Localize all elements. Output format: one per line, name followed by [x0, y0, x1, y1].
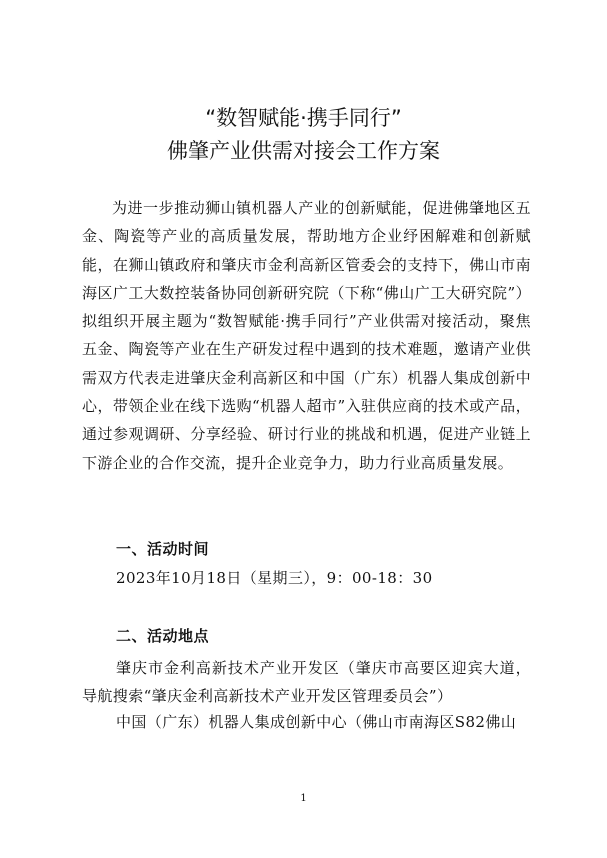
document-title-line1: “数智赋能·携手同行”	[205, 106, 402, 130]
section-heading-time: 一、活动时间	[116, 540, 210, 558]
section-heading-location: 二、活动地点	[116, 627, 210, 645]
intro-paragraph: 为进一步推动狮山镇机器人产业的创新赋能，促进佛肇地区五金、陶瓷等产业的高质量发展，帮助地方企业纾困解难和创新赋能，在狮山镇政府和肇庆市金利高新区管委会的支持下，佛山市南海区广工大数控装备协同创新研究院（下称“佛山广工大研究院”）拟组织开展主题为“数智赋能·携手同行”产业供需对接活动，聚焦五金、陶瓷等产业在生产研发过程中遇到的技术难题，邀请产业供需双方代表走进肇庆金利高新区和中国（广东）机器人集成创新中心，带领企业在线下选购“机器人超市”入驻供应商的技术或产品，通过参观调研、分享经验、研讨行业的挑战和机遇，促进产业链上下游企业的合作交流，提升企业竞争力，助力行业高质量发展。	[82, 199, 531, 472]
event-location-2: 中国（广东）机器人集成创新中心（佛山市南海区S82佛山	[116, 713, 517, 731]
page-number: 1	[300, 793, 307, 804]
document-title-line2: 佛肇产业供需对接会工作方案	[167, 139, 440, 163]
event-time-text: 2023年10月18日（星期三），9：00-18：30	[116, 569, 433, 587]
event-location-1: 肇庆市金利高新技术产业开发区（肇庆市高要区迎宾大道，导航搜索“肇庆金利高新技术产业开发区管理委员会”）	[82, 659, 531, 706]
